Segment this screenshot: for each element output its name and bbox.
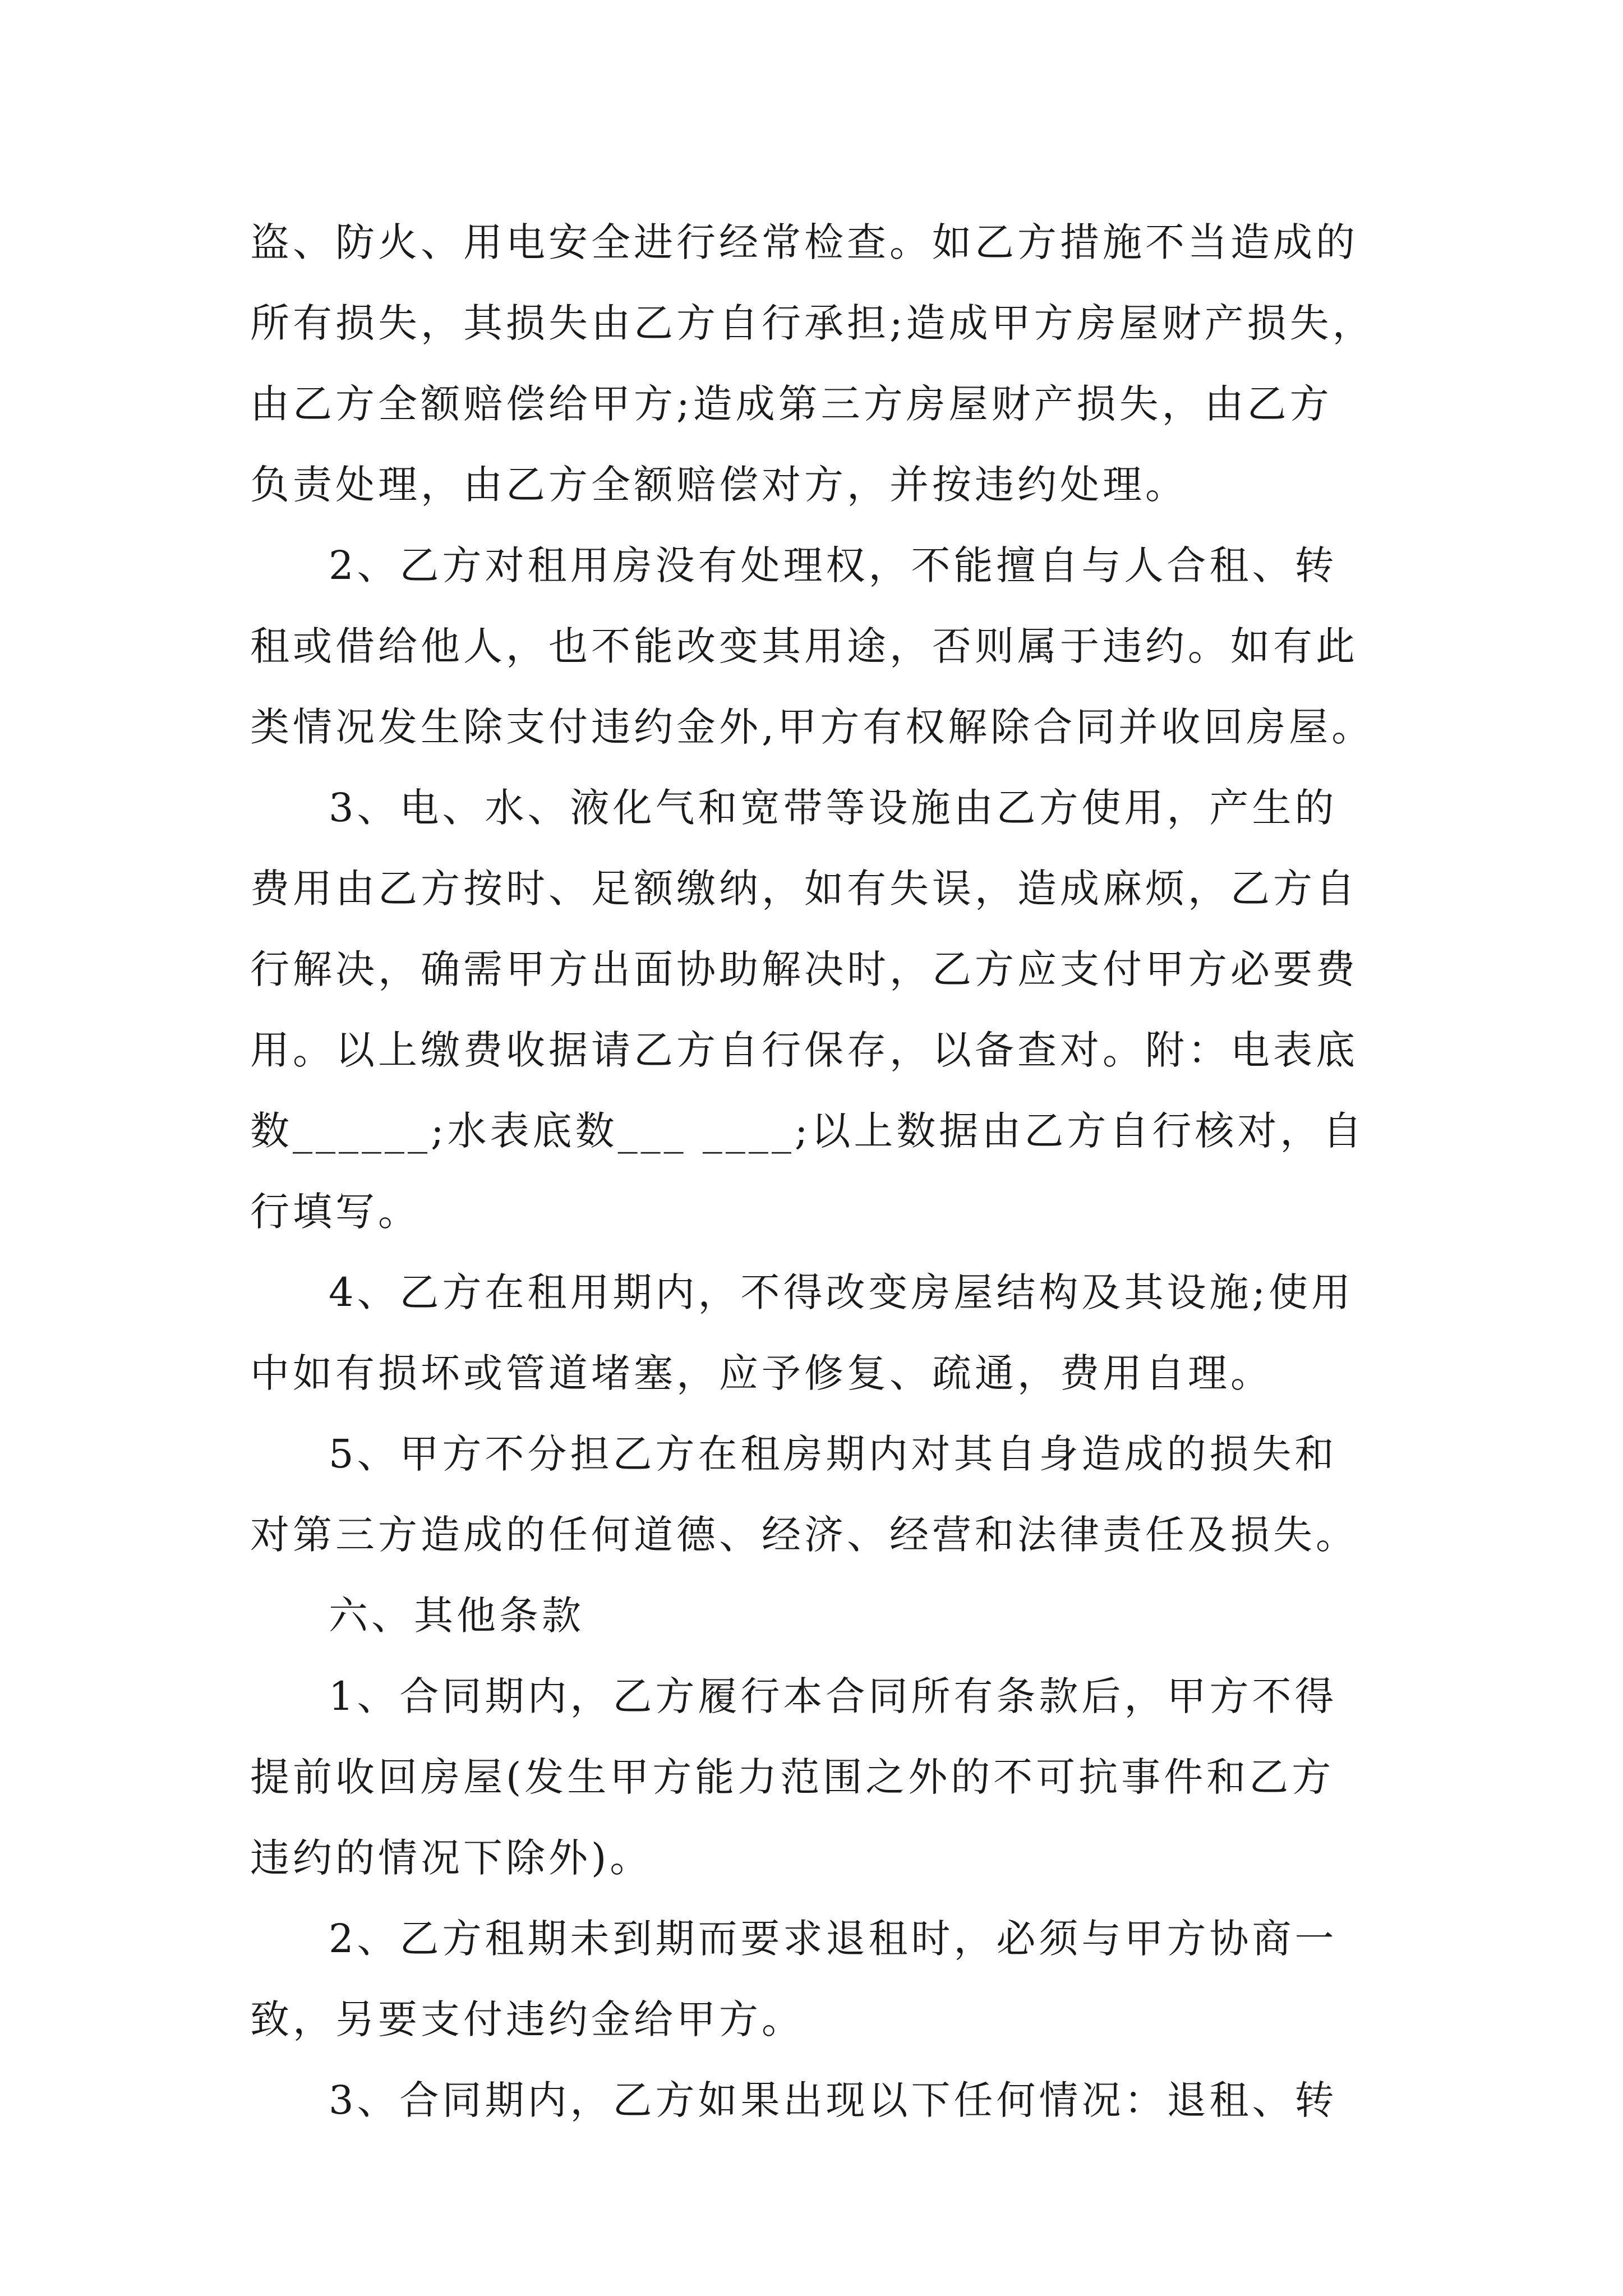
text-line: 行解决，确需甲方出面协助解决时，乙方应支付甲方必要费 bbox=[250, 946, 1358, 992]
paragraph-start-line: 1、合同期内，乙方履行本合同所有条款后，甲方不得 bbox=[329, 1673, 1338, 1719]
text-line: 租或借给他人，也不能改变其用途，否则属于违约。如有此 bbox=[250, 623, 1358, 669]
document-body bbox=[250, 202, 1377, 2141]
text-line: 盗、防火、用电安全进行经常检查。如乙方措施不当造成的 bbox=[250, 219, 1358, 265]
paragraph-start-line: 2、乙方租期未到期而要求退租时，必须与甲方协商一 bbox=[329, 1916, 1338, 1962]
text-line: 致，另要支付违约金给甲方。 bbox=[250, 1996, 804, 2042]
text-line: 所有损失，其损失由乙方自行承担;造成甲方房屋财产损失， bbox=[250, 300, 1375, 346]
text-line: 违约的情况下除外)。 bbox=[250, 1835, 653, 1881]
text-line: 数______;水表底数___ ____;以上数据由乙方自行核对，自 bbox=[250, 1108, 1366, 1154]
text-line: 类情况发生除支付违约金外,甲方有权解除合同并收回房屋。 bbox=[250, 704, 1375, 750]
paragraph-start-line: 2、乙方对租用房没有处理权，不能擅自与人合租、转 bbox=[329, 542, 1338, 588]
text-line: 由乙方全额赔偿给甲方;造成第三方房屋财产损失，由乙方 bbox=[250, 381, 1332, 427]
text-line: 负责处理，由乙方全额赔偿对方，并按违约处理。 bbox=[250, 462, 1188, 508]
section-heading: 六、其他条款 bbox=[329, 1593, 584, 1639]
paragraph-start-line: 3、合同期内，乙方如果出现以下任何情况：退租、转 bbox=[329, 2077, 1338, 2123]
text-line: 费用由乙方按时、足额缴纳，如有失误，造成麻烦，乙方自 bbox=[250, 866, 1358, 912]
paragraph-start-line: 4、乙方在租用期内，不得改变房屋结构及其设施;使用 bbox=[329, 1269, 1354, 1315]
text-line: 对第三方造成的任何道德、经济、经营和法律责任及损失。 bbox=[250, 1512, 1358, 1558]
text-line: 用。以上缴费收据请乙方自行保存，以备查对。附：电表底 bbox=[250, 1027, 1358, 1073]
paragraph-start-line: 3、电、水、液化气和宽带等设施由乙方使用，产生的 bbox=[329, 785, 1338, 831]
text-line: 行填写。 bbox=[250, 1189, 421, 1235]
text-line: 提前收回房屋(发生甲方能力范围之外的不可抗事件和乙方 bbox=[250, 1754, 1335, 1800]
text-line: 中如有损坏或管道堵塞，应予修复、疏通，费用自理。 bbox=[250, 1350, 1273, 1396]
paragraph-start-line: 5、甲方不分担乙方在租房期内对其自身造成的损失和 bbox=[329, 1431, 1338, 1477]
